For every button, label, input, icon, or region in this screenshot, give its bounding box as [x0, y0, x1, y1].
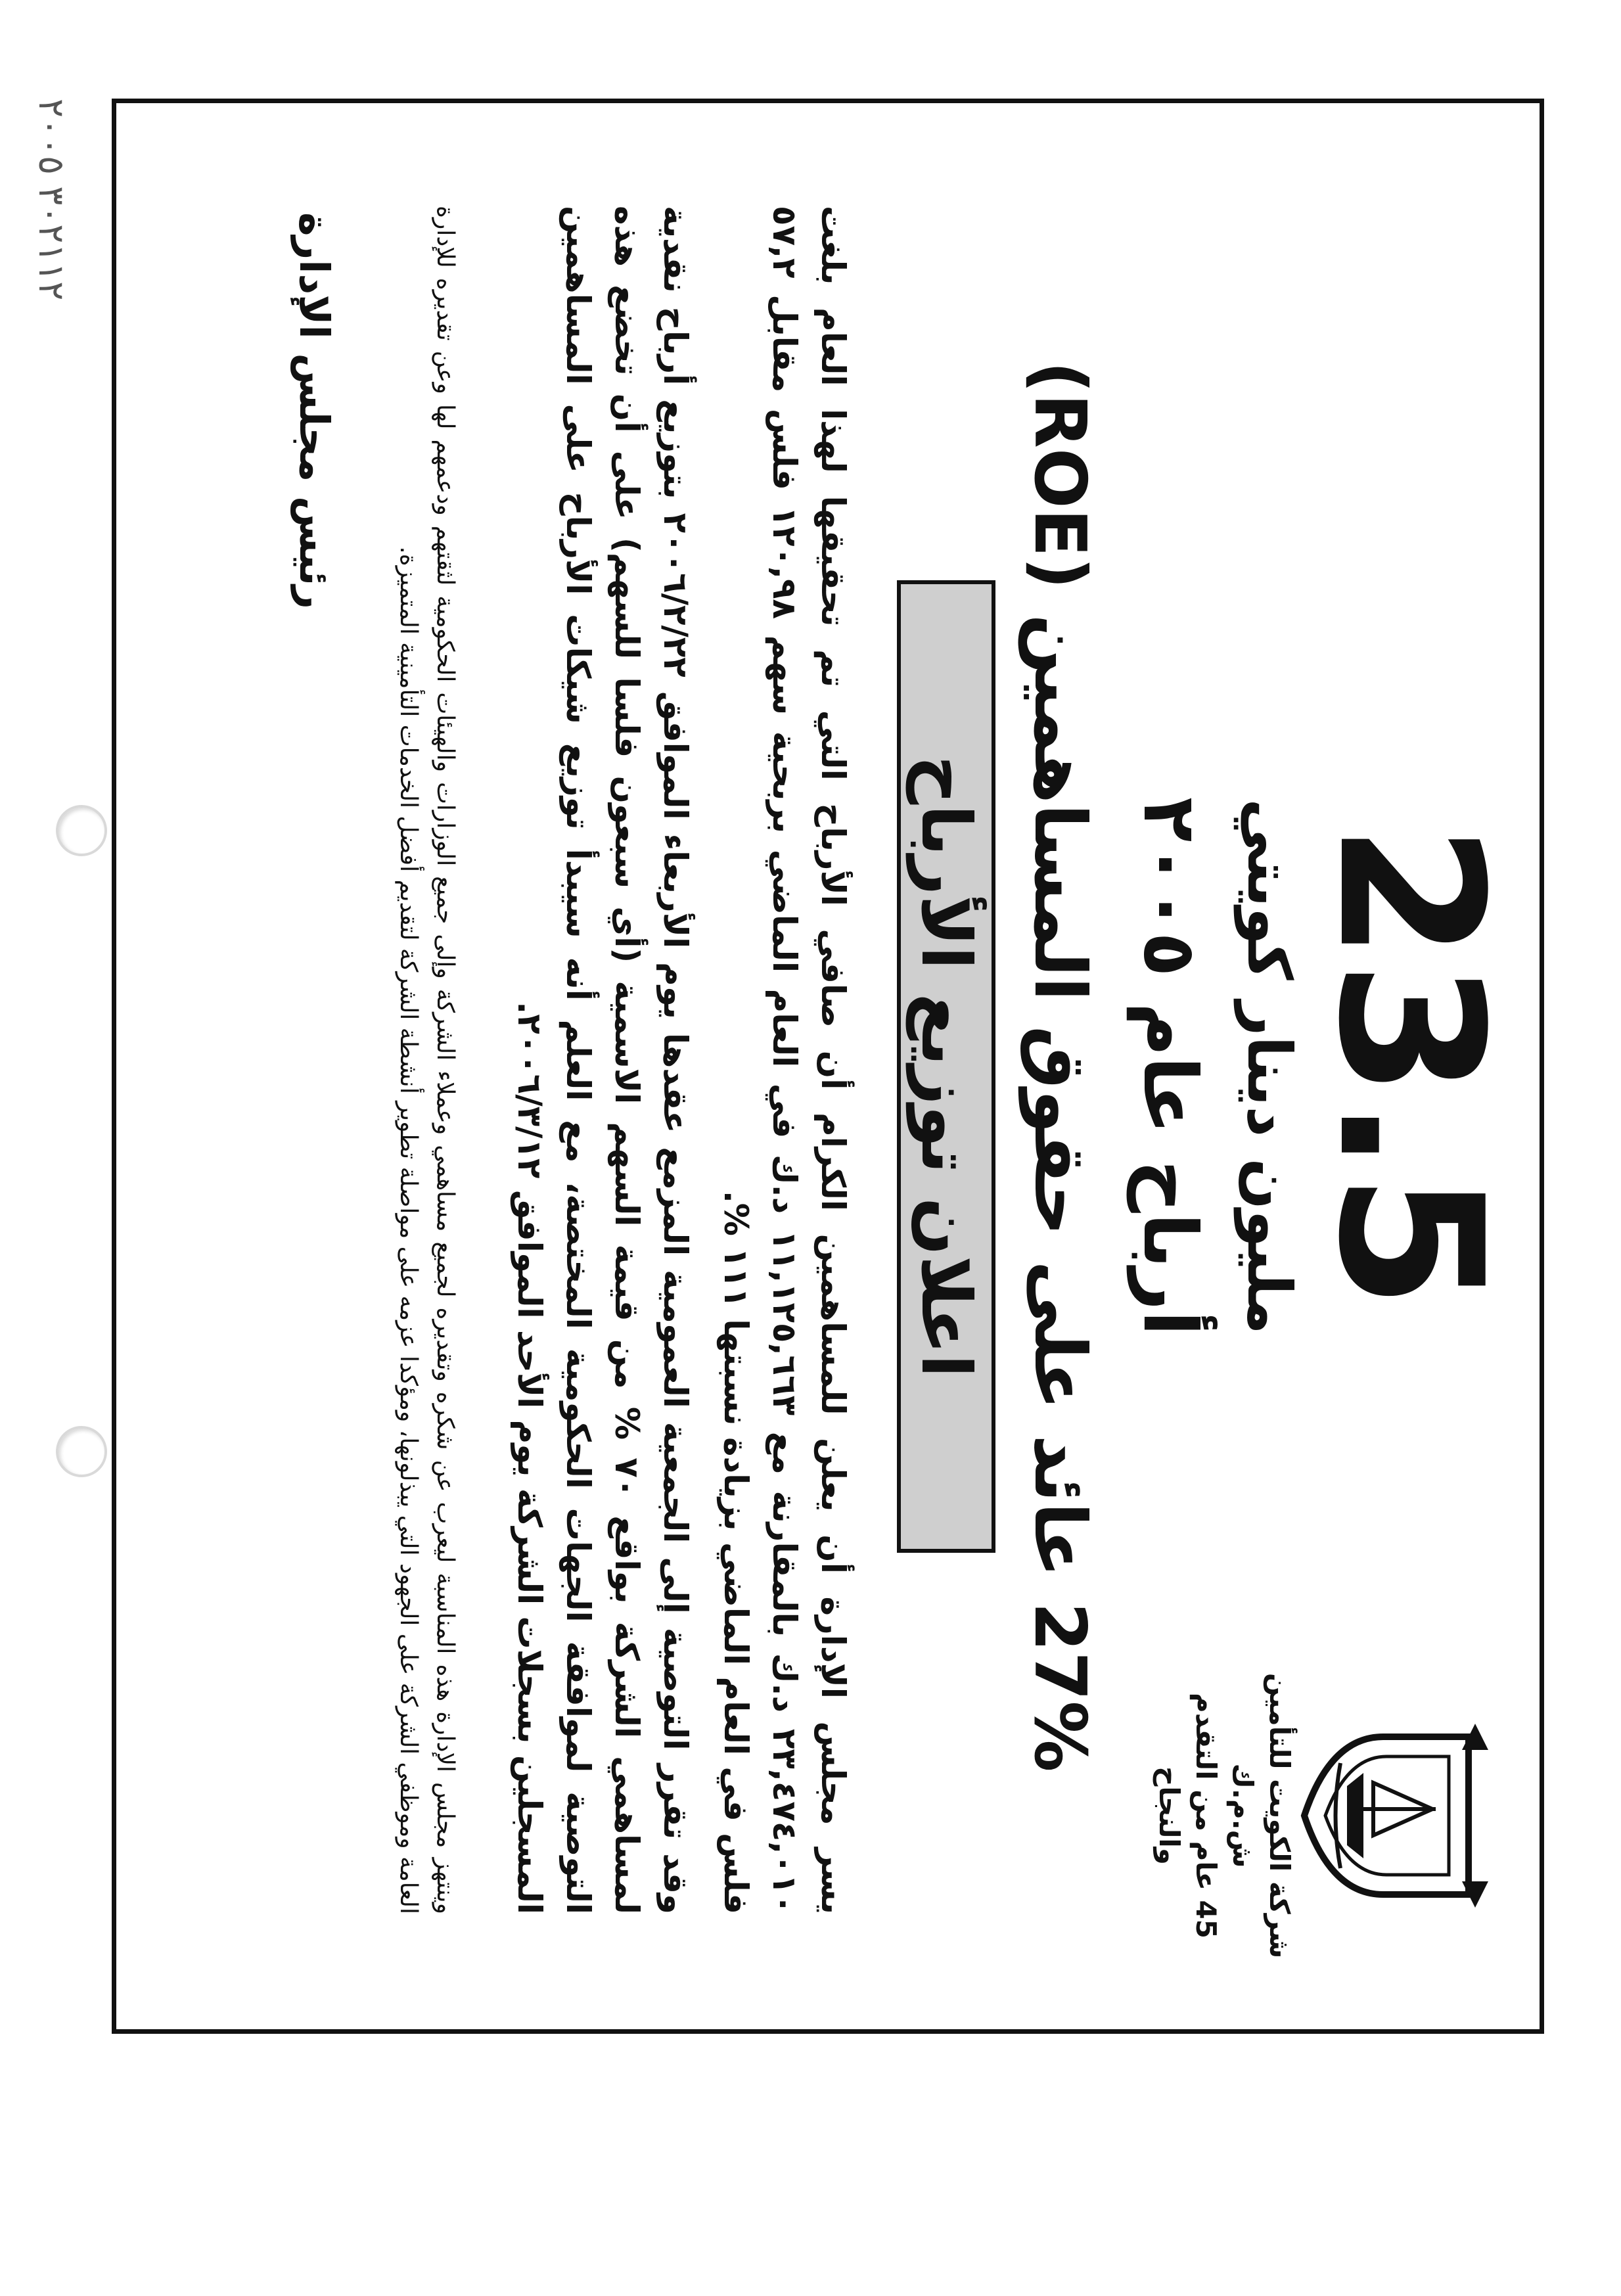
- announcement-frame: [112, 99, 1544, 2034]
- company-slogan: 45 عام من التقدم والنجاح: [1153, 1692, 1222, 1939]
- profit-amount: 23.5: [1295, 823, 1524, 1310]
- punch-hole-top: [56, 805, 107, 856]
- thanks-paragraph: وينتهز مجلس الإدارة هذه المناسبة ليعرب عن شكره وتقديره لجميع مساهمي وعملاء الشركة وإلى جميع الوزارات والهيئات الحكومية لثقتهم ودعمهم لها وعن تقديره للإدارة العامة وموظفي الشركة على الجهود التي يبذلونها، ومؤكدا عزمه على مواصلة تطوير أنشطة الشركة لتقديم أفضل الخدمات التأمينية المتميزة.: [395, 205, 459, 1914]
- roe-line: 27% عائد على حقوق المساهمين (ROE): [1018, 360, 1101, 1772]
- profit-title: أرباح عام ٢٠٠٥: [1127, 796, 1212, 1336]
- profit-paragraph: يسر مجلس الإدارة أن يعلن للمساهمين الكرام أن صافي الأرباح التي تم تحقيقها لهذا العام بلغت ٢٣,٤٧٤,٠١٠ د.ك بالمقارنة مع ١١,١٢٥,٦٦٣ د.ك في العام الماضي بربحية سهم ١٢٠,٩٨ فلس مقابل ٥٧,٢ فلس في العام الماضي بزيادة نسبتها ١١١ %.: [717, 205, 852, 1914]
- handwritten-margin-note: ٣٠٢١١٢ ٢٠٠٥: [31, 99, 72, 301]
- chairman-signature: رئيس مجلس الإدارة: [290, 212, 338, 609]
- company-name: شركة الكويت للتأمين ش.م.ك: [1227, 1672, 1296, 1958]
- punch-hole-bottom: [56, 1426, 107, 1477]
- dividend-paragraph: وقد تقرر التوصية إلى الجمعية العمومية المزمع عقدها يوم الأربعاء الموافق ٢٠٠٦/٢/٢٢ بتوزيع أرباح نقدية لمساهمي الشركة بواقع ٧٠ % من قيمة السهم الاسمية (أي سبعون فلسا للسهم) على أن تخضع هذه التوصية لموافقة الجهات الحكومية المختصة، مع العلم أنه سيبدأ توزيع شيكات الأرباح على المساهمين المسجلين بسجلات الشركة يوم الأحد الموافق ٢٠٠٦/٣/١٢.: [511, 205, 695, 1914]
- currency-label: مليون دينار كويتي: [1234, 798, 1304, 1335]
- announcement-content: [135, 120, 1524, 2013]
- dividend-announcement-banner: اعلان توزيع الأرباح: [897, 580, 995, 1553]
